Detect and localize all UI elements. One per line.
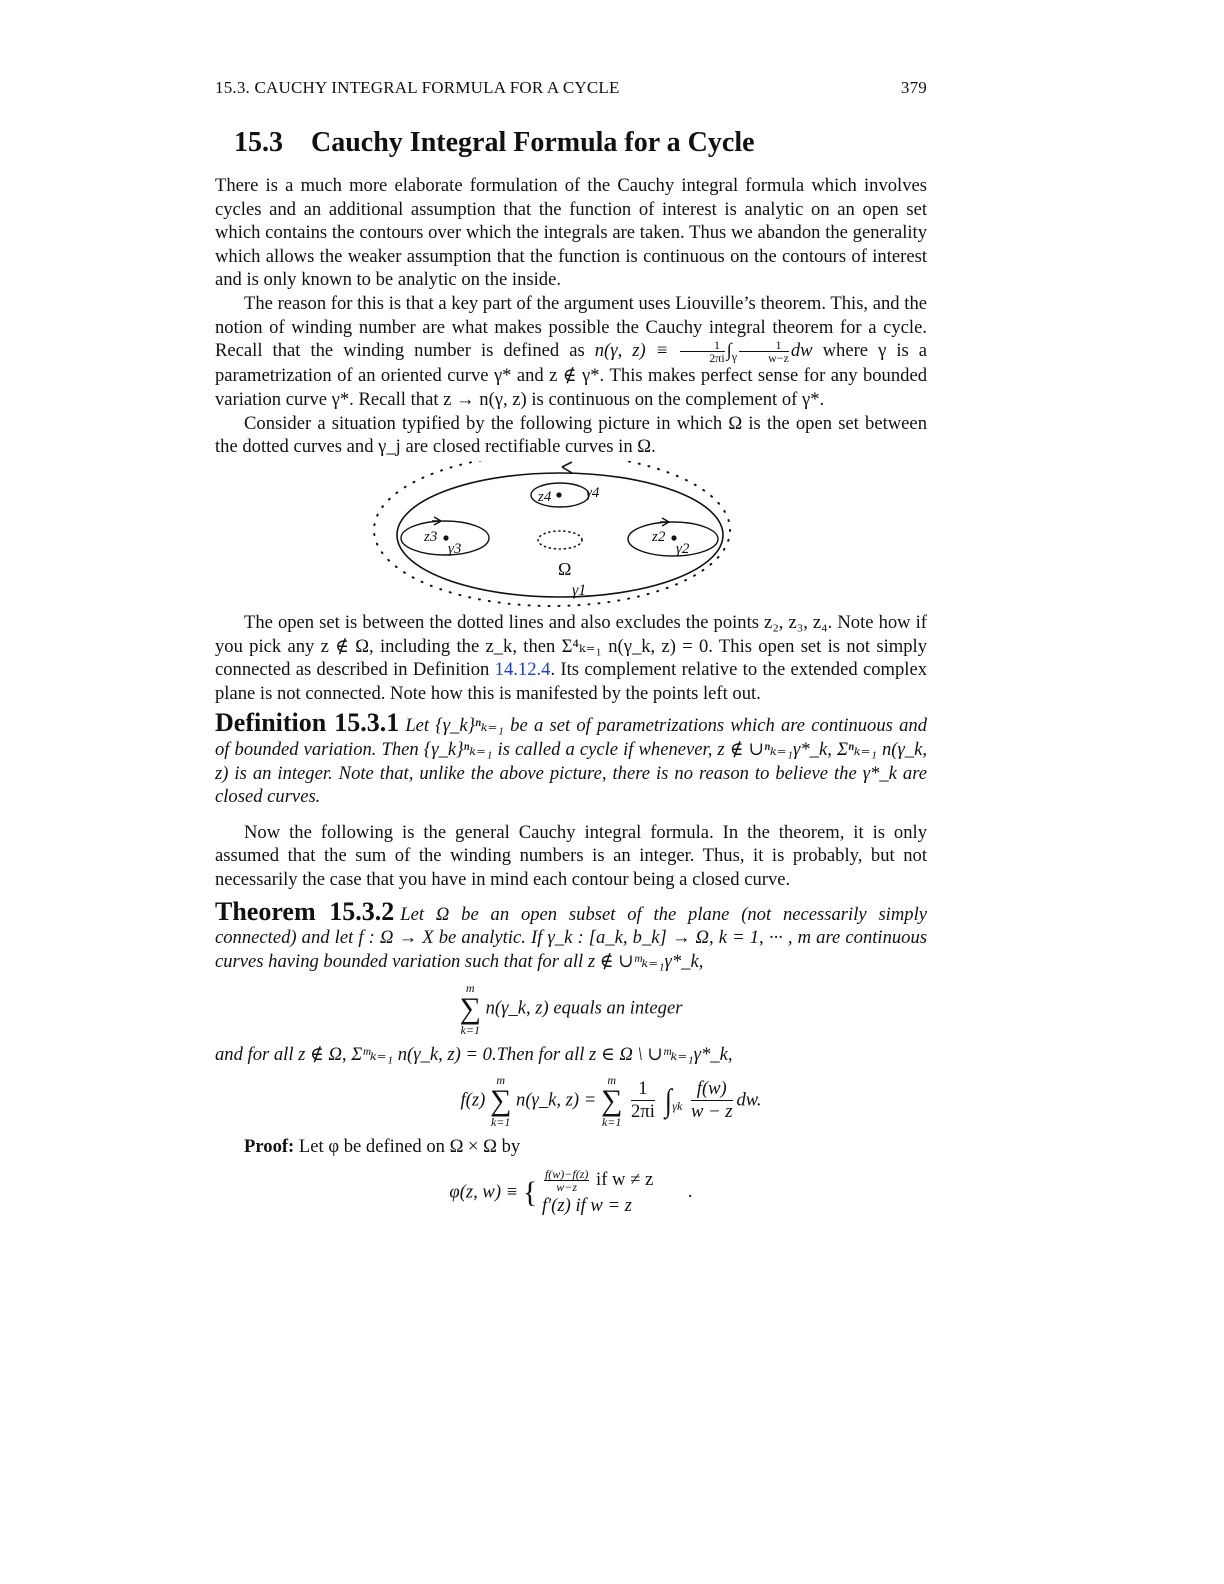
running-title: 15.3. CAUCHY INTEGRAL FORMULA FOR A CYCLE — [215, 78, 620, 97]
paragraph-2-end: where γ is a parametrization of an oriented curve γ* and z ∉ γ*. This makes perfect sense for any bounded variation curve γ*. Recall that z → n(γ, z) is continuous on the complement of γ*. — [215, 340, 928, 410]
integral-sign: ∫ — [726, 340, 732, 362]
z4-point — [556, 492, 561, 497]
section-title-text: Cauchy Integral Formula for a Cycle — [311, 127, 755, 158]
left-brace: { — [522, 1175, 538, 1209]
frac-num: 1 — [739, 339, 789, 352]
cases-column — [542, 1167, 653, 1219]
fraction-1-over-2pi-i — [631, 1078, 655, 1123]
paragraph-4 — [215, 611, 927, 705]
eq2-mid: n(γ_k, z) = — [516, 1089, 597, 1111]
body-top — [215, 174, 927, 459]
gamma3-label: γ3 — [448, 541, 462, 557]
section-number: 15.3 — [234, 127, 283, 158]
integral-subscript: γ — [731, 349, 738, 364]
z2-point — [671, 535, 676, 540]
sum-lower: k=1 — [490, 1114, 511, 1129]
sum-upper: m — [496, 1072, 505, 1087]
definition-link[interactable]: 14.12.4 — [494, 659, 551, 681]
eq2-lhs: f(z) — [460, 1089, 486, 1111]
integral-sign: ∫ — [664, 1082, 672, 1119]
page-number: 379 — [900, 78, 927, 97]
integral-subscript: γk — [672, 1098, 683, 1113]
equation-1-body: n(γ_k, z) equals an integer — [485, 997, 683, 1019]
theorem-heading: Theorem 15.3.2 — [215, 896, 395, 926]
gamma2-arrow — [660, 518, 669, 526]
gamma2-label: γ2 — [676, 541, 690, 557]
proof-text: Let φ be defined on Ω × Ω by — [298, 1135, 521, 1157]
gamma3-arrow — [432, 517, 441, 525]
sum-lower: k=1 — [460, 1023, 480, 1038]
sum-symbol-rhs: m ∑ k=1 — [600, 1072, 623, 1129]
case-2: f′(z) if w = z — [541, 1194, 632, 1216]
frac-den: 2πi — [709, 351, 725, 366]
phi-definition — [215, 1167, 927, 1219]
proof-label: Proof: — [244, 1135, 295, 1157]
sum-upper: m — [465, 981, 475, 996]
frac-den: w−z — [768, 351, 789, 366]
eq2-tail: dw. — [736, 1089, 762, 1111]
case-1 — [542, 1167, 653, 1193]
sum-upper: m — [607, 1072, 616, 1087]
sum-symbol-lhs: m ∑ k=1 — [489, 1072, 512, 1129]
z3-point — [443, 535, 448, 540]
frac-num: 1 — [631, 1078, 655, 1101]
theorem-equation-2 — [215, 1073, 927, 1129]
theorem-text: Let Ω be an open subset of the plane (not necessarily simply connected) and let f : Ω → X be analytic. If γ_k : [a_k, b_k] → Ω, k = 1, ··· , m are continuous curves having bounded variation such that for all z ∉ ∪ᵐₖ₌₁γ*_k, — [215, 903, 927, 972]
z4-label: z4 — [538, 489, 552, 505]
frac-den: w−z — [556, 1179, 578, 1194]
proof-paragraph — [215, 1135, 927, 1159]
inner-dotted-hole — [538, 531, 582, 549]
sum-symbol: m ∑ k=1 — [459, 981, 481, 1038]
body-middle — [215, 611, 927, 1225]
paragraph-2-start: The reason for this is that a key part of the argument uses Liouville’s theorem. This, and the notion of winding number are what makes possible the Cauchy integral theorem for a cycle. Recall that the winding number is defined as — [215, 292, 927, 362]
fraction-1-over-2pi-i — [680, 339, 724, 364]
paragraph-4-end: . Its complement relative to the extended complex plane is not connected. Note how this is manifested by the points left out. — [215, 659, 928, 704]
sum-lower: k=1 — [601, 1114, 622, 1129]
paragraph-2 — [215, 292, 927, 412]
omega-label: Ω — [558, 559, 572, 579]
paragraph-5: Now the following is the general Cauchy integral formula. In the theorem, it is only assumed that the sum of the winding numbers is an integer. Thus, it is probably, but not necessarily the case that you have in mind each contour being a closed curve. — [215, 821, 927, 890]
theorem-equation-1 — [215, 981, 927, 1037]
running-header — [215, 78, 927, 98]
phi-lhs: φ(z, w) ≡ — [449, 1180, 519, 1202]
winding-lhs: n(γ, z) ≡ — [594, 340, 679, 362]
frac-num: 1 — [680, 339, 724, 352]
gamma4-label: γ4 — [586, 485, 600, 501]
theorem-mid-text: and for all z ∉ Ω, Σᵐₖ₌₁ n(γ_k, z) = 0.Then for all z ∈ Ω \ ∪ᵐₖ₌₁γ*_k, — [215, 1044, 733, 1066]
gamma1-arrow — [562, 462, 572, 473]
definition-text: Let {γ_k}ⁿₖ₌₁ be a set of parametrizations which are continuous and of bounded variation. Then {γ_k}ⁿₖ₌₁ is called a cycle if whenever, z ∉ ∪ⁿₖ₌₁γ*_k, Σⁿₖ₌₁ n(γ_k, z) is an integer. Note that, unlike the above picture, there is no reason to believe the γ*_k are closed curves. — [215, 715, 927, 808]
definition-block — [215, 708, 927, 808]
cycle-figure — [372, 461, 752, 611]
winding-number-formula — [594, 338, 813, 366]
fraction-fw-over-w-minus-z — [691, 1078, 732, 1123]
case-1-condition: if w ≠ z — [596, 1168, 654, 1190]
fraction-1-over-w-minus-z — [739, 339, 789, 364]
paragraph-4-start: The open set is between the dotted lines and also excludes the points z₂, z₃, z₄. Note how if you pick any z ∉ Ω, including the z_k, then Σ⁴ₖ₌₁ n(γ_k, z) = 0. This open set is not simply connected as described in Definition — [215, 612, 927, 681]
gamma1-label: γ1 — [572, 582, 587, 599]
frac-den: 2πi — [631, 1101, 655, 1123]
theorem-block — [215, 896, 927, 974]
dw: dw — [790, 340, 813, 362]
z2-label: z2 — [652, 529, 666, 545]
case-1-fraction — [544, 1168, 589, 1193]
section-title — [234, 127, 755, 159]
frac-num: f(w)−f(z) — [544, 1166, 589, 1181]
z3-label: z3 — [424, 529, 438, 545]
definition-heading: Definition 15.3.1 — [215, 708, 400, 738]
frac-num: f(w) — [691, 1078, 732, 1101]
frac-den: w − z — [691, 1101, 733, 1123]
period: . — [687, 1180, 693, 1202]
paragraph-1: There is a much more elaborate formulation of the Cauchy integral formula which involves cycles and an additional assumption that the function of interest is analytic on an open set which contains the contours over which the integrals are taken. Thus we abandon the generality which allows the weaker assumption that the function is continuous on the contours of interest and is only known to be analytic on the inside. — [215, 175, 927, 291]
paragraph-3: Consider a situation typified by the following picture in which Ω is the open set between the dotted curves and γ_j are closed rectifiable curves in Ω. — [215, 412, 927, 458]
